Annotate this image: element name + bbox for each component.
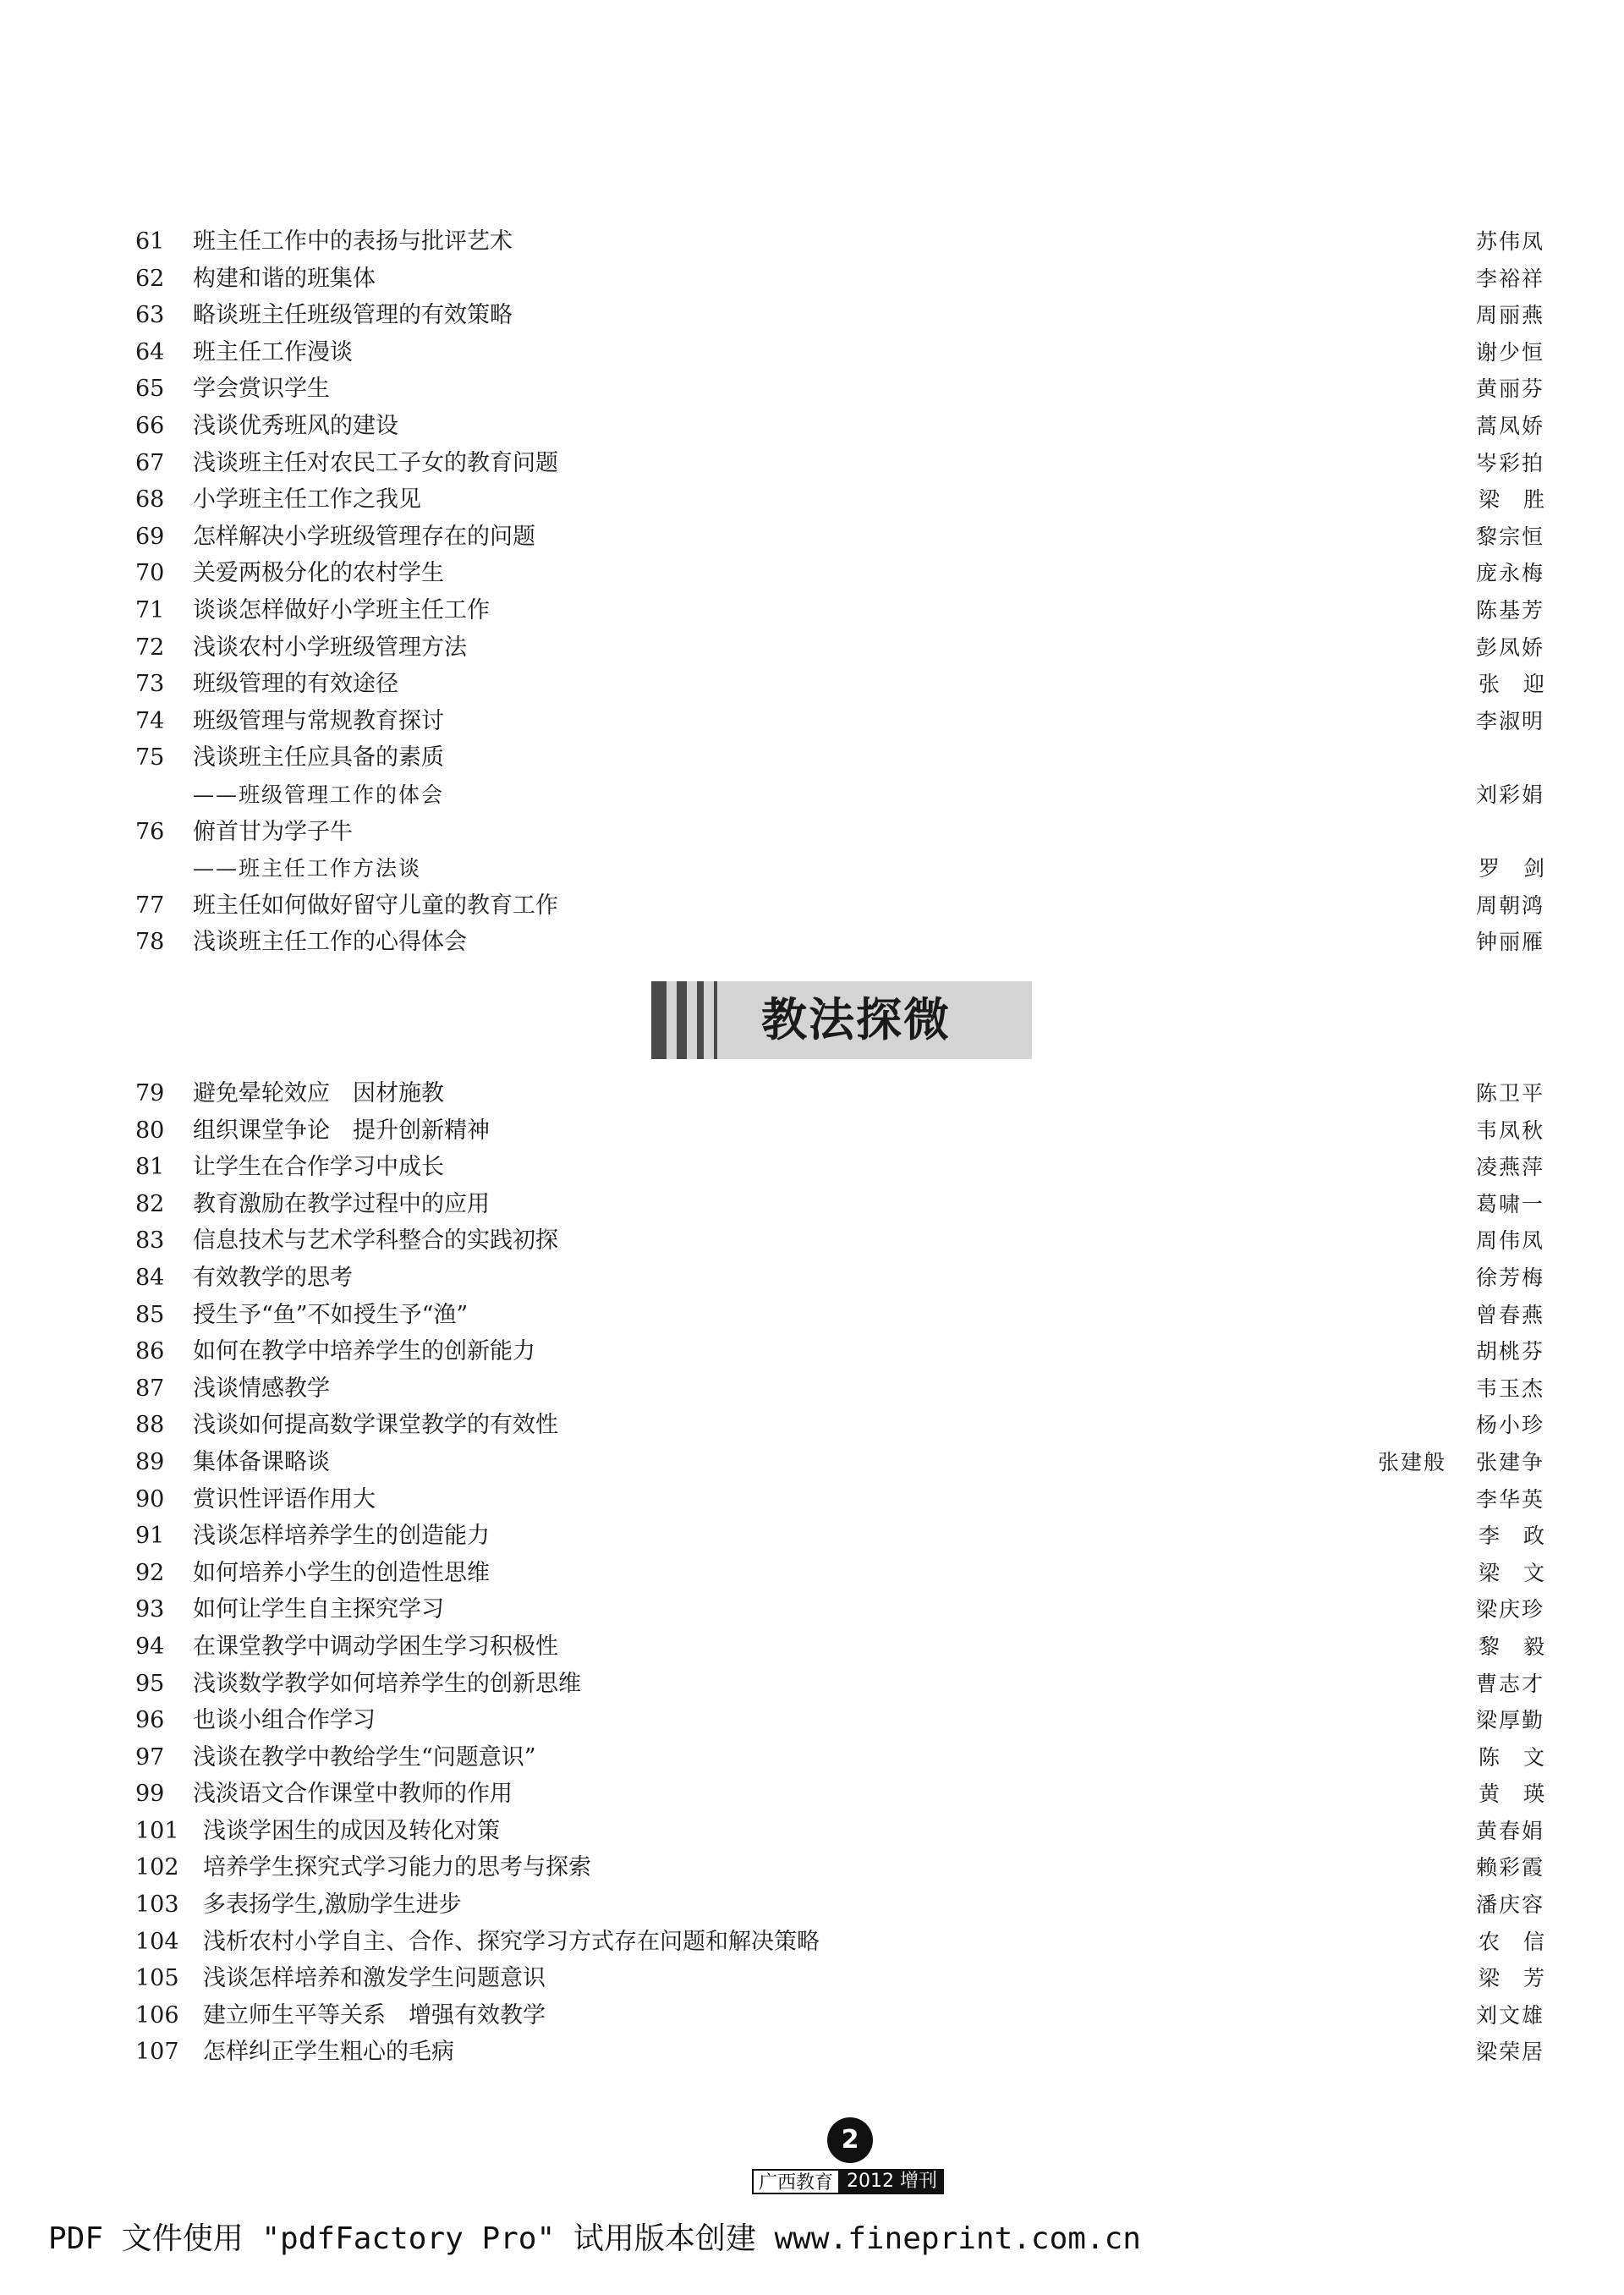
entry-title: 浅谈如何提高数学课堂教学的有效性 <box>193 1412 558 1439</box>
toc-entry <box>0 924 1624 961</box>
entry-title: 避免晕轮效应 因材施教 <box>193 1080 444 1106</box>
entry-title: 赏识性评语作用大 <box>193 1485 376 1513</box>
entry-title: 小学班主任工作之我见 <box>193 486 421 513</box>
toc-entry <box>0 850 1624 887</box>
entry-title: 班主任如何做好留守儿童的教育工作 <box>193 892 558 919</box>
entry-title: 浅谈情感教学 <box>193 1375 330 1402</box>
toc-entry <box>0 1260 1624 1297</box>
entry-title: 浅谈班主任应具备的素质 <box>193 744 444 771</box>
entry-page-number: 69 <box>135 523 165 550</box>
entry-author: 梁厚勤 <box>1475 1708 1544 1733</box>
entry-coauthor: 张建般 <box>1377 1449 1446 1474</box>
toc-entry <box>0 445 1624 482</box>
toc-entry <box>0 1702 1624 1739</box>
entry-author: 周丽燕 <box>1475 303 1544 328</box>
entry-page-number: 91 <box>135 1523 165 1550</box>
entry-page-number: 77 <box>135 892 165 919</box>
toc-entry <box>0 1112 1624 1150</box>
entry-title: 班级管理的有效途径 <box>193 671 398 698</box>
entry-page-number: 67 <box>135 449 165 476</box>
entry-author: 杨小珍 <box>1475 1413 1544 1438</box>
entry-author: 梁庆珍 <box>1475 1597 1544 1622</box>
toc-entry <box>0 814 1624 851</box>
entry-title: 浅谈班主任工作的心得体会 <box>193 929 467 956</box>
entry-page-number: 96 <box>135 1707 165 1734</box>
entry-title: 如何培养小学生的创造性思维 <box>193 1559 490 1586</box>
toc-entry <box>0 481 1624 519</box>
toc-entry <box>0 887 1624 925</box>
entry-author: 陈卫平 <box>1475 1081 1544 1106</box>
entry-page-number: 94 <box>135 1633 165 1660</box>
entry-title: 培养学生探究式学习能力的思考与探索 <box>203 1854 591 1881</box>
toc-entry <box>0 297 1624 334</box>
entry-author: 梁文 <box>1478 1560 1568 1585</box>
entry-author: 李华英 <box>1475 1486 1544 1512</box>
entry-author: 葛啸一 <box>1475 1191 1544 1216</box>
entry-author: 周朝鸿 <box>1475 892 1544 918</box>
entry-author: 胡桃芬 <box>1475 1339 1544 1364</box>
entry-title: 让学生在合作学习中成长 <box>193 1154 444 1181</box>
toc-entry <box>0 1555 1624 1592</box>
entry-title: 浅谈怎样培养学生的创造能力 <box>193 1523 490 1550</box>
entry-page-number: 97 <box>135 1743 165 1771</box>
entry-page-number: 66 <box>135 412 165 439</box>
entry-page-number: 101 <box>135 1817 179 1844</box>
entry-title: 学会赏识学生 <box>193 376 330 403</box>
toc-entry <box>0 592 1624 629</box>
entry-title: 浅谈怎样培养和激发学生问题意识 <box>203 1965 546 1992</box>
entry-title: 怎样解决小学班级管理存在的问题 <box>193 523 535 550</box>
pdf-watermark: PDF 文件使用 "pdfFactory Pro" 试用版本创建 www.fineprint.com.cn <box>48 2221 1141 2256</box>
entry-title: 浅谈学困生的成因及转化对策 <box>203 1817 500 1844</box>
entry-author: 韦玉杰 <box>1475 1375 1544 1401</box>
toc-entry <box>0 1407 1624 1444</box>
toc-entry <box>0 703 1624 740</box>
entry-page-number: 71 <box>135 596 165 623</box>
entry-page-number: 106 <box>135 2001 179 2029</box>
entry-author: 梁荣居 <box>1475 2040 1544 2065</box>
entry-page-number: 61 <box>135 228 165 255</box>
entry-author: 苏伟凤 <box>1475 229 1544 254</box>
entry-title: 俯首甘为学子牛 <box>193 818 353 845</box>
entry-author: 梁胜 <box>1478 487 1568 513</box>
banner-bar <box>651 981 667 1059</box>
entry-subtitle: ——班主任工作方法谈 <box>193 856 422 881</box>
banner-bar <box>677 981 687 1059</box>
entry-title: 浅淡语文合作课堂中教师的作用 <box>193 1781 513 1808</box>
entry-title: 在课堂教学中调动学困生学习积极性 <box>193 1633 558 1660</box>
entry-page-number: 68 <box>135 486 165 513</box>
entry-page-number: 104 <box>135 1928 179 1955</box>
toc-entry <box>0 1776 1624 1813</box>
entry-author: 蒿凤娇 <box>1475 413 1544 438</box>
entry-page-number: 84 <box>135 1264 165 1291</box>
toc-entry <box>0 1518 1624 1555</box>
toc-section-1 <box>0 223 1624 961</box>
entry-title: 授生予“鱼”不如授生予“渔” <box>193 1301 469 1328</box>
entry-author: 黎毅 <box>1478 1633 1568 1659</box>
banner-bar <box>714 981 717 1059</box>
toc-entry <box>0 1297 1624 1334</box>
toc-entry <box>0 1739 1624 1776</box>
entry-title: 浅谈优秀班风的建设 <box>193 412 398 439</box>
toc-entry <box>0 555 1624 592</box>
entry-page-number: 70 <box>135 560 165 587</box>
entry-page-number: 87 <box>135 1375 165 1402</box>
entry-author: 潘庆容 <box>1475 1892 1544 1918</box>
toc-entry <box>0 1628 1624 1666</box>
toc-entry <box>0 1481 1624 1518</box>
entry-author: 刘文雄 <box>1475 2002 1544 2028</box>
toc-entry <box>0 261 1624 298</box>
toc-entry <box>0 2034 1624 2071</box>
entry-page-number: 81 <box>135 1154 165 1181</box>
entry-title: 浅谈班主任对农民工子女的教育问题 <box>193 449 558 476</box>
entry-page-number: 95 <box>135 1670 165 1697</box>
entry-page-number: 78 <box>135 929 165 956</box>
entry-page-number: 105 <box>135 1965 179 1992</box>
entry-title: 多表扬学生,激励学生进步 <box>203 1891 462 1919</box>
entry-author: 张迎 <box>1478 672 1568 697</box>
entry-author: 陈文 <box>1478 1744 1568 1770</box>
entry-author: 梁芳 <box>1478 1966 1568 1991</box>
toc-entry <box>0 1333 1624 1370</box>
entry-title: 关爱两极分化的农村学生 <box>193 560 444 587</box>
entry-author: 彭凤娇 <box>1475 634 1544 660</box>
entry-title: 略谈班主任班级管理的有效策略 <box>193 302 513 329</box>
entry-page-number: 86 <box>135 1338 165 1365</box>
banner-bar <box>697 981 704 1059</box>
entry-author: 陈基芳 <box>1475 597 1544 623</box>
entry-author: 李裕祥 <box>1475 266 1544 291</box>
magazine-issue: 2012 增刊 <box>840 2169 944 2194</box>
magazine-name: 广西教育 <box>752 2169 840 2194</box>
entry-title: 有效教学的思考 <box>193 1264 353 1291</box>
toc-entry <box>0 1666 1624 1703</box>
page-number: 2 <box>827 2117 873 2163</box>
entry-title: 信息技术与艺术学科整合的实践初探 <box>193 1227 558 1255</box>
entry-page-number: 107 <box>135 2039 179 2066</box>
entry-title: 浅谈数学教学如何培养学生的创新思维 <box>193 1670 581 1697</box>
entry-page-number: 85 <box>135 1301 165 1328</box>
entry-title: 构建和谐的班集体 <box>193 265 376 292</box>
toc-section-2 <box>0 1075 1624 2071</box>
entry-author: 周伟凤 <box>1475 1228 1544 1254</box>
entry-title: 如何在教学中培养学生的创新能力 <box>193 1338 535 1365</box>
toc-entry <box>0 739 1624 777</box>
entry-author: 徐芳梅 <box>1475 1265 1544 1290</box>
entry-page-number: 90 <box>135 1485 165 1513</box>
entry-author: 李政 <box>1478 1524 1568 1549</box>
toc-entry <box>0 519 1624 556</box>
entry-title: 怎样纠正学生粗心的毛病 <box>203 2039 454 2066</box>
entry-page-number: 79 <box>135 1080 165 1106</box>
entry-page-number: 83 <box>135 1227 165 1255</box>
toc-entry <box>0 1997 1624 2034</box>
entry-page-number: 93 <box>135 1596 165 1623</box>
toc-entry <box>0 371 1624 408</box>
toc-entry <box>0 666 1624 703</box>
entry-title: 建立师生平等关系 增强有效教学 <box>203 2001 546 2029</box>
toc-entry <box>0 777 1624 814</box>
entry-page-number: 99 <box>135 1781 165 1808</box>
toc-entry <box>0 629 1624 667</box>
entry-author: 刘彩娟 <box>1475 782 1544 807</box>
toc-entry <box>0 1149 1624 1186</box>
toc-entry <box>0 408 1624 445</box>
entry-page-number: 82 <box>135 1190 165 1217</box>
toc-entry <box>0 1813 1624 1850</box>
entry-page-number: 63 <box>135 302 165 329</box>
entry-author: 黄丽芬 <box>1475 376 1544 402</box>
entry-author: 岑彩拍 <box>1475 450 1544 475</box>
entry-author: 张建争 <box>1475 1449 1544 1474</box>
magazine-label <box>752 2169 944 2194</box>
entry-author: 农信 <box>1478 1929 1568 1954</box>
entry-author: 凌燕萍 <box>1475 1155 1544 1180</box>
toc-entry <box>0 1960 1624 1997</box>
toc-entry <box>0 1924 1624 1961</box>
toc-entry <box>0 1222 1624 1260</box>
entry-title: 也谈小组合作学习 <box>193 1707 376 1734</box>
entry-page-number: 74 <box>135 707 165 734</box>
entry-author: 黎宗恒 <box>1475 524 1544 549</box>
entry-subtitle: ——班级管理工作的体会 <box>193 782 445 807</box>
toc-entry <box>0 223 1624 261</box>
entry-author: 庞永梅 <box>1475 561 1544 586</box>
entry-title: 班主任工作漫谈 <box>193 338 353 365</box>
entry-page-number: 64 <box>135 338 165 365</box>
entry-title: 浅谈在教学中教给学生“问题意识” <box>193 1743 536 1771</box>
toc-entry <box>0 1886 1624 1924</box>
entry-page-number: 89 <box>135 1448 165 1475</box>
entry-author: 谢少恒 <box>1475 339 1544 365</box>
toc-entry <box>0 1186 1624 1223</box>
entry-title: 谈谈怎样做好小学班主任工作 <box>193 596 490 623</box>
entry-author: 曹志才 <box>1475 1671 1544 1696</box>
entry-page-number: 76 <box>135 818 165 845</box>
entry-author: 曾春燕 <box>1475 1302 1544 1327</box>
toc-entry <box>0 334 1624 371</box>
entry-author: 罗剑 <box>1478 856 1568 881</box>
entry-author: 李淑明 <box>1475 708 1544 733</box>
entry-author: 韦凤秋 <box>1475 1117 1544 1143</box>
entry-author: 黄瑛 <box>1478 1782 1568 1807</box>
entry-page-number: 102 <box>135 1854 179 1881</box>
entry-title: 组织课堂争论 提升创新精神 <box>193 1117 490 1144</box>
entry-page-number: 62 <box>135 265 165 292</box>
entry-title: 班级管理与常规教育探讨 <box>193 707 444 734</box>
entry-page-number: 92 <box>135 1559 165 1586</box>
entry-title: 集体备课略谈 <box>193 1448 330 1475</box>
entry-author: 黄春娟 <box>1475 1818 1544 1843</box>
entry-page-number: 75 <box>135 744 165 771</box>
entry-page-number: 65 <box>135 376 165 403</box>
toc-entry <box>0 1591 1624 1628</box>
entry-page-number: 73 <box>135 671 165 698</box>
entry-title: 如何让学生自主探究学习 <box>193 1596 444 1623</box>
entry-title: 浅析农村小学自主、合作、探究学习方式存在问题和解决策略 <box>203 1928 820 1955</box>
entry-author: 赖彩霞 <box>1475 1855 1544 1880</box>
entry-page-number: 88 <box>135 1412 165 1439</box>
entry-title: 浅谈农村小学班级管理方法 <box>193 634 467 661</box>
toc-entry <box>0 1370 1624 1408</box>
section-banner <box>651 981 1032 1059</box>
entry-title: 班主任工作中的表扬与批评艺术 <box>193 228 513 255</box>
toc-entry <box>0 1849 1624 1886</box>
toc-entry <box>0 1075 1624 1112</box>
entry-page-number: 72 <box>135 634 165 661</box>
section-title: 教法探微 <box>761 993 951 1046</box>
toc-entry <box>0 1444 1624 1481</box>
entry-author: 钟丽雁 <box>1475 930 1544 955</box>
entry-page-number: 103 <box>135 1891 179 1919</box>
entry-title: 教育激励在教学过程中的应用 <box>193 1190 490 1217</box>
entry-page-number: 80 <box>135 1117 165 1144</box>
